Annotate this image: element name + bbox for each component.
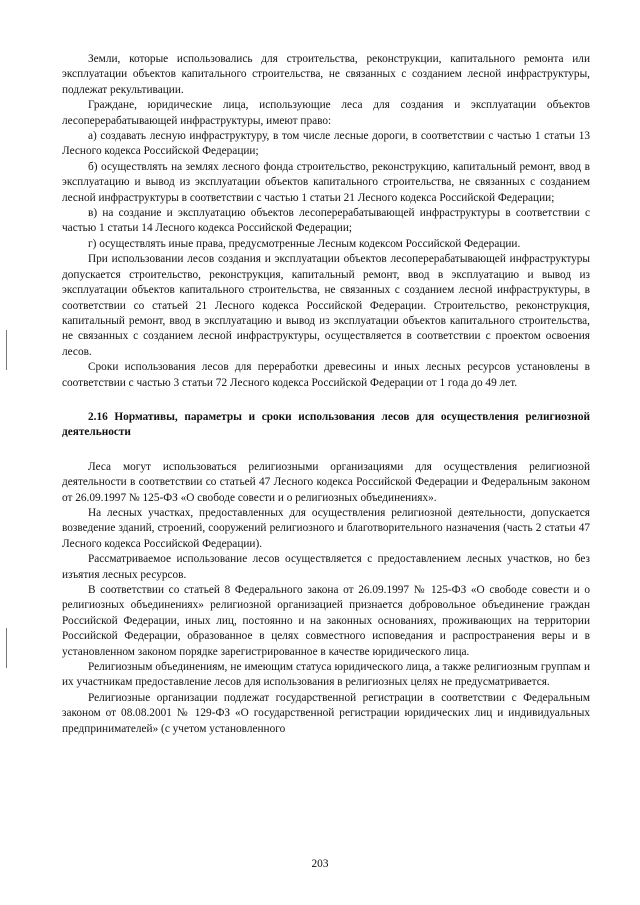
paragraph: На лесных участках, предоставленных для осуществления религиозной деятельности, допускается возведение зданий, строений, сооружений религиозного и благотворительного назначения (часть 2 статьи 47 Лесного кодекса Российской Федерации). [62, 506, 590, 550]
list-item: б) осуществлять на землях лесного фонда строительство, реконструкцию, капитальный ремонт, ввод в эксплуатацию и вывод из эксплуатации объектов капитального строительства, не связанных с созданием лесной инфраструктуры в соответствии с частью 1 статьи 21 Лесного кодекса Российской Федерации; [62, 160, 590, 204]
paragraph: Леса могут использоваться религиозными организациями для осуществления религиозной деятельности в соответствии со статьей 47 Лесного кодекса Российской Федерации и Федеральным законом от 26.09.1997 № 125-ФЗ «О свободе совести и о религиозных объединениях». [62, 460, 590, 504]
paragraph: Религиозным объединениям, не имеющим статуса юридического лица, а также религиозным группам и их участникам предоставление лесов для использования в религиозных целях не предусматривается. [62, 661, 590, 689]
paragraph: В соответствии со статьей 8 Федерального закона от 26.09.1997 № 125-ФЗ «О свободе совести и о религиозных объединениях» религиозной организацией признается добровольное объединение граждан Российской Федерации, иных лиц, постоянно и на законных основаниях, проживающих на территории Российской Федерации, образованное в целях совместного исповедания и распространения веры и в установленном законом порядке зарегистрированное в качестве юридического лица. [62, 584, 590, 658]
scan-edge-mark [6, 330, 7, 370]
paragraph: Религиозные организации подлежат государственной регистрации в соответствии с Федеральным законом от 08.08.2001 № 129-ФЗ «О государственной регистрации юридических лиц и индивидуальных предпринимателей» (с учетом установленного [62, 691, 590, 735]
paragraph: Земли, которые использовались для строительства, реконструкции, капитального ремонта или эксплуатации объектов капитального строительства, не связанных с созданием лесной инфраструктуры, подлежат рекультивации. [62, 53, 590, 96]
list-item: а) создавать лесную инфраструктуру, в том числе лесные дороги, в соответствии с частью 1 статьи 13 Лесного кодекса Российской Федерации; [62, 130, 590, 158]
paragraph: При использовании лесов создания и эксплуатации объектов лесоперерабатывающей инфраструктуры допускается строительство, реконструкция, капитальный ремонт, ввод в эксплуатацию и вывод из эксплуатации объектов капитального строительства, не связанных с созданием лесной инфраструктуры, в соответствии со статьей 21 Лесного кодекса Российской Федерации. Строительство, реконструкция, капитальный ремонт, ввод в эксплуатацию и вывод из эксплуатации объектов капитального строительства, не связанных с созданием лесной инфраструктуры, осуществляется в соответствии с проектом освоения лесов. [62, 253, 590, 358]
list-item: г) осуществлять иные права, предусмотренные Лесным кодексом Российской Федерации. [88, 237, 521, 250]
page-number: 203 [311, 858, 329, 870]
list-item: в) на создание и эксплуатацию объектов лесоперерабатывающей инфраструктуры в соответствии с частью 1 статьи 14 Лесного кодекса Российской Федерации; [62, 207, 590, 235]
section-heading: 2.16 Нормативы, параметры и сроки использования лесов для осуществления религиозной деятельности [62, 410, 590, 439]
paragraph: Сроки использования лесов для переработки древесины и иных лесных ресурсов установлены в соответствии с частью 3 статьи 72 Лесного кодекса Российской Федерации от 1 года до 49 лет. [62, 361, 590, 389]
paragraph: Рассматриваемое использование лесов осуществляется с предоставлением лесных участков, но без изъятия лесных ресурсов. [62, 553, 590, 581]
document-page [62, 52, 590, 737]
scan-edge-mark [6, 628, 7, 668]
paragraph: Граждане, юридические лица, использующие леса для создания и эксплуатации объектов лесоперерабатывающей инфраструктуры, имеют право: [62, 99, 590, 127]
